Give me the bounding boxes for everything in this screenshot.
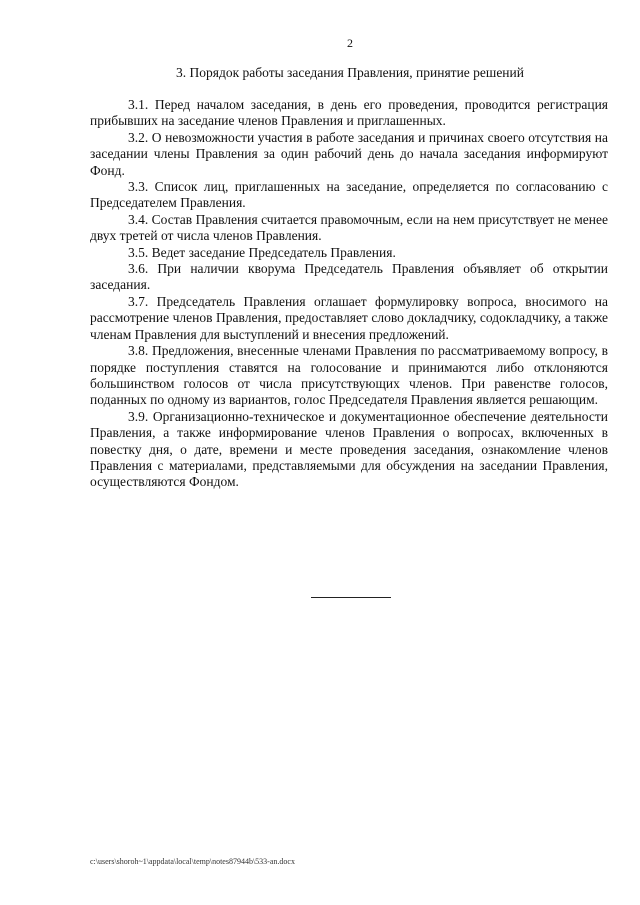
file-path-footer: c:\users\shoroh~1\appdata\local\temp\notes87944b\533-an.docx bbox=[90, 857, 295, 866]
paragraph-3-8: 3.8. Предложения, внесенные членами Правления по рассматриваемому вопросу, в порядке поступления ставятся на голосование и принимаются либо отклоняются большинством голосов от числа присутствующих членов. При равенстве голосов, поданных по одному из вариантов, голос Председателя Правления является решающим. bbox=[90, 343, 608, 408]
page-number: 2 bbox=[347, 36, 353, 50]
section-title: 3. Порядок работы заседания Правления, принятие решений bbox=[176, 65, 524, 80]
paragraph-3-5: 3.5. Ведет заседание Председатель Правления. bbox=[128, 244, 396, 260]
paragraph-3-2: 3.2. О невозможности участия в работе заседания и причинах своего отсутствия на заседании члены Правления за один рабочий день до начала заседания информируют Фонд. bbox=[90, 129, 608, 178]
paragraph-3-1: 3.1. Перед началом заседания, в день его проведения, проводится регистрация прибывших на заседание членов Правления и приглашенных. bbox=[90, 97, 608, 129]
paragraph-3-6: 3.6. При наличии кворума Председатель Правления объявляет об открытии заседания. bbox=[90, 261, 608, 293]
paragraph-3-9: 3.9. Организационно-техническое и документационное обеспечение деятельности Правления, а также информирование членов Правления о вопросах, включенных в повестку дня, о дате, времени и месте проведения заседания, ознакомление членов Правления с материалами, представляемыми для обсуждения на заседании Правления, осуществляются Фондом. bbox=[90, 408, 608, 490]
paragraph-3-7: 3.7. Председатель Правления оглашает формулировку вопроса, вносимого на рассмотрение членов Правления, предоставляет слово докладчику, содокладчику, а также членам Правления для выступлений и внесения предложений. bbox=[90, 293, 608, 342]
paragraph-3-4: 3.4. Состав Правления считается правомочным, если на нем присутствует не менее двух третей от числа членов Правления. bbox=[90, 211, 608, 244]
paragraph-3-3: 3.3. Список лиц, приглашенных на заседание, определяется по согласованию с Председателем Правления. bbox=[90, 179, 608, 211]
document-body bbox=[90, 97, 608, 491]
end-divider bbox=[311, 597, 391, 598]
